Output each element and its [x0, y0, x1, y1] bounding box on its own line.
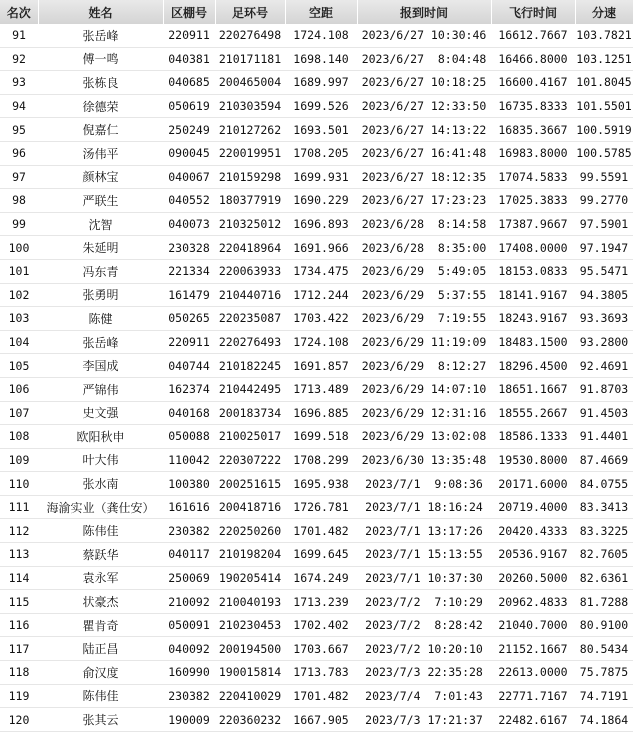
cell-flight-time: 18243.9167: [491, 307, 575, 331]
cell-flight-time: 20420.4333: [491, 519, 575, 543]
cell-arrival-time: 2023/7/1 18:16:24: [357, 495, 491, 519]
cell-rank: 101: [0, 259, 38, 283]
cell-ring-number: 220410029: [215, 684, 285, 708]
cell-speed: 103.7821: [575, 24, 633, 47]
cell-speed: 93.2800: [575, 330, 633, 354]
cell-loft-id: 161479: [163, 283, 215, 307]
cell-arrival-time: 2023/6/27 16:41:48: [357, 141, 491, 165]
cell-speed: 91.4503: [575, 401, 633, 425]
cell-distance: 1699.645: [285, 543, 357, 567]
cell-speed: 75.7875: [575, 661, 633, 685]
cell-name: 严锦伟: [38, 377, 163, 401]
header-speed[interactable]: 分速: [575, 0, 633, 24]
cell-distance: 1699.526: [285, 94, 357, 118]
cell-speed: 94.3805: [575, 283, 633, 307]
cell-loft-id: 250069: [163, 566, 215, 590]
table-row[interactable]: [0, 495, 633, 519]
cell-arrival-time: 2023/7/2 10:20:10: [357, 637, 491, 661]
cell-ring-number: 190015814: [215, 661, 285, 685]
cell-loft-id: 160990: [163, 661, 215, 685]
cell-arrival-time: 2023/6/27 10:30:46: [357, 24, 491, 47]
table-row[interactable]: [0, 307, 633, 331]
cell-name: 陈伟佳: [38, 684, 163, 708]
cell-name: 张栋良: [38, 71, 163, 95]
cell-ring-number: 210182245: [215, 354, 285, 378]
cell-arrival-time: 2023/7/4 7:01:43: [357, 684, 491, 708]
cell-flight-time: 16466.8000: [491, 47, 575, 71]
cell-speed: 99.2770: [575, 189, 633, 213]
cell-flight-time: 20962.4833: [491, 590, 575, 614]
cell-arrival-time: 2023/7/3 22:35:28: [357, 661, 491, 685]
cell-ring-number: 210440716: [215, 283, 285, 307]
header-arrival-time[interactable]: 报到时间: [357, 0, 491, 24]
table-row[interactable]: [0, 590, 633, 614]
cell-arrival-time: 2023/6/28 8:14:58: [357, 212, 491, 236]
cell-speed: 74.7191: [575, 684, 633, 708]
cell-arrival-time: 2023/6/29 13:02:08: [357, 425, 491, 449]
cell-arrival-time: 2023/6/27 18:12:35: [357, 165, 491, 189]
table-row[interactable]: [0, 165, 633, 189]
cell-ring-number: 220418964: [215, 236, 285, 260]
cell-flight-time: 22771.7167: [491, 684, 575, 708]
cell-name: 陈健: [38, 307, 163, 331]
cell-rank: 106: [0, 377, 38, 401]
cell-speed: 101.8045: [575, 71, 633, 95]
cell-distance: 1713.489: [285, 377, 357, 401]
cell-rank: 105: [0, 354, 38, 378]
cell-rank: 100: [0, 236, 38, 260]
table-row[interactable]: [0, 259, 633, 283]
cell-flight-time: 22482.6167: [491, 708, 575, 732]
cell-loft-id: 040117: [163, 543, 215, 567]
cell-speed: 103.1251: [575, 47, 633, 71]
cell-arrival-time: 2023/7/2 7:10:29: [357, 590, 491, 614]
cell-name: 徐德荣: [38, 94, 163, 118]
table-row[interactable]: [0, 354, 633, 378]
cell-speed: 91.4401: [575, 425, 633, 449]
cell-distance: 1703.422: [285, 307, 357, 331]
cell-speed: 80.9100: [575, 613, 633, 637]
cell-arrival-time: 2023/7/1 9:08:36: [357, 472, 491, 496]
cell-loft-id: 230328: [163, 236, 215, 260]
table-row[interactable]: [0, 661, 633, 685]
cell-name: 欧阳秋申: [38, 425, 163, 449]
cell-arrival-time: 2023/6/27 10:18:25: [357, 71, 491, 95]
table-row[interactable]: [0, 212, 633, 236]
table-row[interactable]: [0, 118, 633, 142]
cell-loft-id: 230382: [163, 519, 215, 543]
cell-name: 蔡跃华: [38, 543, 163, 567]
cell-distance: 1696.885: [285, 401, 357, 425]
cell-ring-number: 210159298: [215, 165, 285, 189]
cell-distance: 1674.249: [285, 566, 357, 590]
header-ring-number[interactable]: 足环号: [215, 0, 285, 24]
cell-loft-id: 040552: [163, 189, 215, 213]
header-row: [0, 0, 633, 24]
cell-loft-id: 050265: [163, 307, 215, 331]
cell-flight-time: 22613.0000: [491, 661, 575, 685]
cell-name: 状豪杰: [38, 590, 163, 614]
cell-ring-number: 220063933: [215, 259, 285, 283]
cell-speed: 83.3413: [575, 495, 633, 519]
cell-flight-time: 21040.7000: [491, 613, 575, 637]
cell-rank: 97: [0, 165, 38, 189]
cell-rank: 96: [0, 141, 38, 165]
cell-loft-id: 040092: [163, 637, 215, 661]
cell-name: 李国成: [38, 354, 163, 378]
cell-flight-time: 18141.9167: [491, 283, 575, 307]
cell-distance: 1693.501: [285, 118, 357, 142]
cell-flight-time: 18555.2667: [491, 401, 575, 425]
cell-name: 海渝实业（龚仕安）: [38, 495, 163, 519]
header-name[interactable]: 姓名: [38, 0, 163, 24]
table-row[interactable]: [0, 613, 633, 637]
cell-arrival-time: 2023/6/29 14:07:10: [357, 377, 491, 401]
cell-name: 俞汉度: [38, 661, 163, 685]
table-row[interactable]: [0, 71, 633, 95]
cell-rank: 92: [0, 47, 38, 71]
cell-speed: 74.1864: [575, 708, 633, 732]
cell-name: 冯东青: [38, 259, 163, 283]
cell-rank: 112: [0, 519, 38, 543]
cell-ring-number: 220235087: [215, 307, 285, 331]
table-row[interactable]: [0, 401, 633, 425]
cell-loft-id: 040067: [163, 165, 215, 189]
table-row[interactable]: [0, 377, 633, 401]
cell-name: 陆正昌: [38, 637, 163, 661]
cell-loft-id: 190009: [163, 708, 215, 732]
cell-arrival-time: 2023/7/1 13:17:26: [357, 519, 491, 543]
cell-speed: 83.3225: [575, 519, 633, 543]
cell-speed: 100.5919: [575, 118, 633, 142]
cell-loft-id: 050619: [163, 94, 215, 118]
cell-loft-id: 220911: [163, 330, 215, 354]
cell-arrival-time: 2023/6/29 5:49:05: [357, 259, 491, 283]
cell-speed: 95.5471: [575, 259, 633, 283]
cell-distance: 1726.781: [285, 495, 357, 519]
cell-speed: 87.4669: [575, 448, 633, 472]
table-row[interactable]: [0, 24, 633, 47]
cell-distance: 1699.931: [285, 165, 357, 189]
cell-flight-time: 18483.1500: [491, 330, 575, 354]
cell-flight-time: 20536.9167: [491, 543, 575, 567]
cell-name: 瞿肯奇: [38, 613, 163, 637]
table-row[interactable]: [0, 637, 633, 661]
cell-loft-id: 210092: [163, 590, 215, 614]
cell-distance: 1712.244: [285, 283, 357, 307]
cell-speed: 101.5501: [575, 94, 633, 118]
cell-ring-number: 210325012: [215, 212, 285, 236]
table-row[interactable]: [0, 236, 633, 260]
cell-name: 朱延明: [38, 236, 163, 260]
cell-loft-id: 221334: [163, 259, 215, 283]
cell-distance: 1703.667: [285, 637, 357, 661]
cell-ring-number: 200251615: [215, 472, 285, 496]
cell-distance: 1708.299: [285, 448, 357, 472]
cell-loft-id: 040744: [163, 354, 215, 378]
cell-loft-id: 250249: [163, 118, 215, 142]
cell-loft-id: 040073: [163, 212, 215, 236]
table-body: [0, 24, 633, 731]
cell-arrival-time: 2023/7/3 17:21:37: [357, 708, 491, 732]
cell-loft-id: 040168: [163, 401, 215, 425]
cell-rank: 120: [0, 708, 38, 732]
cell-name: 张水南: [38, 472, 163, 496]
cell-arrival-time: 2023/7/1 10:37:30: [357, 566, 491, 590]
cell-speed: 84.0755: [575, 472, 633, 496]
cell-rank: 102: [0, 283, 38, 307]
cell-name: 倪嘉仁: [38, 118, 163, 142]
table-row[interactable]: [0, 141, 633, 165]
cell-distance: 1667.905: [285, 708, 357, 732]
header-loft-id[interactable]: 区棚号: [163, 0, 215, 24]
table-row[interactable]: [0, 684, 633, 708]
cell-arrival-time: 2023/6/27 12:33:50: [357, 94, 491, 118]
cell-arrival-time: 2023/7/2 8:28:42: [357, 613, 491, 637]
cell-flight-time: 16983.8000: [491, 141, 575, 165]
cell-flight-time: 17074.5833: [491, 165, 575, 189]
cell-arrival-time: 2023/6/29 11:19:09: [357, 330, 491, 354]
cell-rank: 104: [0, 330, 38, 354]
cell-loft-id: 050091: [163, 613, 215, 637]
cell-flight-time: 19530.8000: [491, 448, 575, 472]
cell-distance: 1734.475: [285, 259, 357, 283]
cell-rank: 107: [0, 401, 38, 425]
cell-arrival-time: 2023/6/29 8:12:27: [357, 354, 491, 378]
cell-flight-time: 18586.1333: [491, 425, 575, 449]
cell-distance: 1702.402: [285, 613, 357, 637]
cell-flight-time: 20171.6000: [491, 472, 575, 496]
cell-name: 傅一鸣: [38, 47, 163, 71]
table-row[interactable]: [0, 708, 633, 732]
cell-speed: 91.8703: [575, 377, 633, 401]
cell-name: 张勇明: [38, 283, 163, 307]
cell-arrival-time: 2023/6/27 17:23:23: [357, 189, 491, 213]
table-row[interactable]: [0, 283, 633, 307]
table-row[interactable]: [0, 94, 633, 118]
cell-name: 颜林宝: [38, 165, 163, 189]
cell-ring-number: 210303594: [215, 94, 285, 118]
cell-distance: 1708.205: [285, 141, 357, 165]
cell-speed: 97.1947: [575, 236, 633, 260]
cell-speed: 80.5434: [575, 637, 633, 661]
cell-name: 史文强: [38, 401, 163, 425]
cell-distance: 1713.783: [285, 661, 357, 685]
cell-rank: 98: [0, 189, 38, 213]
cell-flight-time: 17408.0000: [491, 236, 575, 260]
cell-distance: 1689.997: [285, 71, 357, 95]
cell-distance: 1724.108: [285, 24, 357, 47]
cell-distance: 1695.938: [285, 472, 357, 496]
header-rank[interactable]: 名次: [0, 0, 38, 24]
cell-loft-id: 162374: [163, 377, 215, 401]
cell-flight-time: 16735.8333: [491, 94, 575, 118]
table-row[interactable]: [0, 47, 633, 71]
cell-distance: 1691.966: [285, 236, 357, 260]
cell-ring-number: 180377919: [215, 189, 285, 213]
cell-ring-number: 200465004: [215, 71, 285, 95]
table-row[interactable]: [0, 448, 633, 472]
cell-ring-number: 210127262: [215, 118, 285, 142]
cell-name: 严联生: [38, 189, 163, 213]
table-row[interactable]: [0, 519, 633, 543]
cell-arrival-time: 2023/6/29 7:19:55: [357, 307, 491, 331]
cell-arrival-time: 2023/6/30 13:35:48: [357, 448, 491, 472]
cell-distance: 1691.857: [285, 354, 357, 378]
cell-loft-id: 050088: [163, 425, 215, 449]
cell-flight-time: 17025.3833: [491, 189, 575, 213]
cell-speed: 100.5785: [575, 141, 633, 165]
cell-ring-number: 210025017: [215, 425, 285, 449]
cell-rank: 93: [0, 71, 38, 95]
cell-rank: 109: [0, 448, 38, 472]
cell-distance: 1701.482: [285, 684, 357, 708]
cell-loft-id: 090045: [163, 141, 215, 165]
cell-ring-number: 220019951: [215, 141, 285, 165]
cell-rank: 118: [0, 661, 38, 685]
cell-loft-id: 161616: [163, 495, 215, 519]
cell-distance: 1713.239: [285, 590, 357, 614]
cell-speed: 82.7605: [575, 543, 633, 567]
cell-speed: 97.5901: [575, 212, 633, 236]
cell-distance: 1698.140: [285, 47, 357, 71]
cell-name: 陈伟佳: [38, 519, 163, 543]
cell-distance: 1690.229: [285, 189, 357, 213]
cell-ring-number: 200194500: [215, 637, 285, 661]
cell-distance: 1699.518: [285, 425, 357, 449]
cell-flight-time: 16835.3667: [491, 118, 575, 142]
cell-loft-id: 230382: [163, 684, 215, 708]
table-row[interactable]: [0, 189, 633, 213]
cell-speed: 92.4691: [575, 354, 633, 378]
cell-ring-number: 200183734: [215, 401, 285, 425]
cell-flight-time: 18153.0833: [491, 259, 575, 283]
table-row[interactable]: [0, 472, 633, 496]
cell-name: 张其云: [38, 708, 163, 732]
cell-rank: 91: [0, 24, 38, 47]
cell-ring-number: 210040193: [215, 590, 285, 614]
cell-speed: 99.5591: [575, 165, 633, 189]
cell-flight-time: 21152.1667: [491, 637, 575, 661]
cell-ring-number: 220276493: [215, 330, 285, 354]
cell-rank: 117: [0, 637, 38, 661]
cell-flight-time: 18296.4500: [491, 354, 575, 378]
cell-ring-number: 220307222: [215, 448, 285, 472]
cell-loft-id: 110042: [163, 448, 215, 472]
header-distance[interactable]: 空距: [285, 0, 357, 24]
cell-name: 袁永军: [38, 566, 163, 590]
cell-arrival-time: 2023/6/29 5:37:55: [357, 283, 491, 307]
cell-name: 张岳峰: [38, 330, 163, 354]
cell-ring-number: 200418716: [215, 495, 285, 519]
cell-distance: 1724.108: [285, 330, 357, 354]
cell-name: 叶大伟: [38, 448, 163, 472]
cell-rank: 116: [0, 613, 38, 637]
cell-rank: 95: [0, 118, 38, 142]
cell-loft-id: 100380: [163, 472, 215, 496]
cell-ring-number: 210442495: [215, 377, 285, 401]
cell-arrival-time: 2023/6/27 14:13:22: [357, 118, 491, 142]
cell-speed: 81.7288: [575, 590, 633, 614]
cell-ring-number: 220250260: [215, 519, 285, 543]
cell-arrival-time: 2023/6/29 12:31:16: [357, 401, 491, 425]
cell-rank: 119: [0, 684, 38, 708]
header-flight-time[interactable]: 飞行时间: [491, 0, 575, 24]
cell-rank: 103: [0, 307, 38, 331]
table-header: [0, 0, 633, 24]
cell-rank: 110: [0, 472, 38, 496]
cell-rank: 113: [0, 543, 38, 567]
cell-speed: 93.3693: [575, 307, 633, 331]
cell-rank: 115: [0, 590, 38, 614]
table-row[interactable]: [0, 543, 633, 567]
cell-ring-number: 210230453: [215, 613, 285, 637]
cell-rank: 94: [0, 94, 38, 118]
cell-flight-time: 20260.5000: [491, 566, 575, 590]
cell-name: 汤伟平: [38, 141, 163, 165]
cell-distance: 1696.893: [285, 212, 357, 236]
cell-loft-id: 220911: [163, 24, 215, 47]
cell-arrival-time: 2023/6/28 8:35:00: [357, 236, 491, 260]
cell-ring-number: 190205414: [215, 566, 285, 590]
cell-rank: 108: [0, 425, 38, 449]
cell-arrival-time: 2023/7/1 15:13:55: [357, 543, 491, 567]
cell-arrival-time: 2023/6/27 8:04:48: [357, 47, 491, 71]
table-row[interactable]: [0, 330, 633, 354]
cell-distance: 1701.482: [285, 519, 357, 543]
cell-loft-id: 040685: [163, 71, 215, 95]
cell-ring-number: 210171181: [215, 47, 285, 71]
cell-flight-time: 16600.4167: [491, 71, 575, 95]
cell-flight-time: 17387.9667: [491, 212, 575, 236]
cell-speed: 82.6361: [575, 566, 633, 590]
cell-name: 张岳峰: [38, 24, 163, 47]
cell-flight-time: 16612.7667: [491, 24, 575, 47]
cell-ring-number: 220360232: [215, 708, 285, 732]
cell-rank: 99: [0, 212, 38, 236]
cell-flight-time: 18651.1667: [491, 377, 575, 401]
cell-flight-time: 20719.4000: [491, 495, 575, 519]
cell-ring-number: 220276498: [215, 24, 285, 47]
table-row[interactable]: [0, 425, 633, 449]
table-row[interactable]: [0, 566, 633, 590]
cell-ring-number: 210198204: [215, 543, 285, 567]
cell-rank: 111: [0, 495, 38, 519]
cell-loft-id: 040381: [163, 47, 215, 71]
cell-name: 沈智: [38, 212, 163, 236]
cell-rank: 114: [0, 566, 38, 590]
